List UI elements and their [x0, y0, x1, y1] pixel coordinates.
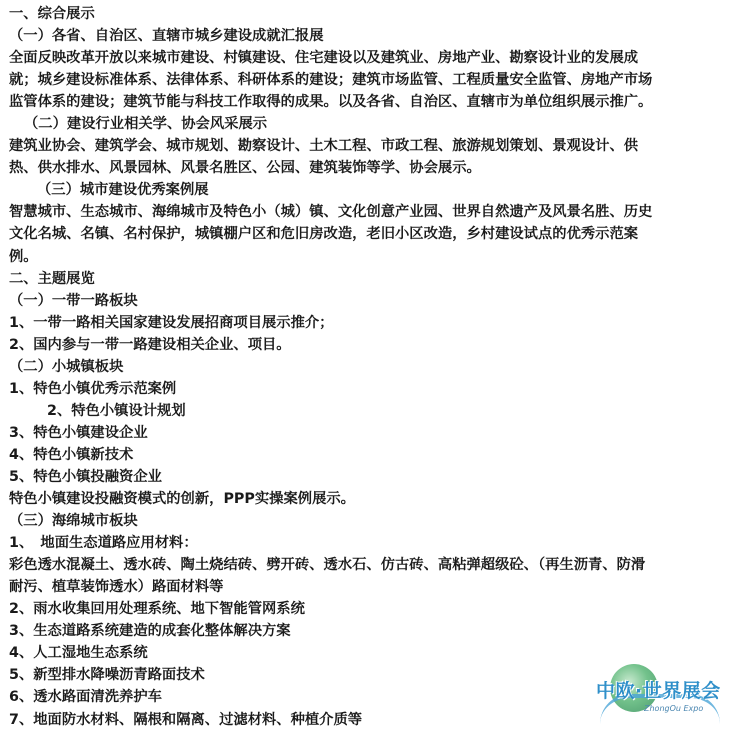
paragraph-line: 建筑业协会、建筑学会、城市规划、勘察设计、土木工程、市政工程、旅游规划策划、景观设计、供	[9, 138, 639, 155]
list-item: 7、地面防水材料、隔根和隔离、过滤材料、种植介质等	[9, 711, 363, 728]
paragraph-line: 全面反映改革开放以来城市建设、村镇建设、住宅建设以及建筑业、房地产业、勘察设计业的发展成	[9, 50, 639, 67]
paragraph-line: 特色小镇建设投融资模式的创新，PPP实操案例展示。	[9, 491, 355, 508]
section-heading-2: 二、主题展览	[9, 270, 95, 287]
paragraph-line: 耐污、植草装饰透水）路面材料等	[9, 579, 224, 596]
paragraph-line: 就；城乡建设标准体系、法律体系、科研体系的建设；建筑市场监管、工程质量安全监管、房地产市场	[9, 72, 653, 89]
list-item: 1、 地面生态道路应用材料：	[9, 535, 198, 552]
subsection-heading-2-3: （三）海绵城市板块	[9, 513, 138, 530]
list-item: 5、特色小镇投融资企业	[9, 468, 162, 485]
list-item: 2、国内参与一带一路建设相关企业、项目。	[9, 336, 291, 353]
list-item: 3、特色小镇建设企业	[9, 424, 148, 441]
section-heading-1: 一、综合展示	[9, 6, 95, 22]
list-item: 6、透水路面清洗养护车	[9, 689, 162, 706]
document-body	[9, 3, 739, 731]
expo-watermark-logo	[594, 664, 740, 728]
subsection-heading-2-2: （二）小城镇板块	[9, 358, 124, 375]
list-item: 3、生态道路系统建造的成套化整体解决方案	[9, 623, 291, 640]
list-item: 4、特色小镇新技术	[9, 446, 134, 463]
list-item: 2、特色小镇设计规划	[47, 402, 186, 419]
paragraph-line: 监管体系的建设；建筑节能与科技工作取得的成果。以及各省、自治区、直辖市为单位组织展示推广。	[9, 94, 653, 111]
watermark-subtitle: ZhongOu Expo	[644, 704, 704, 713]
watermark-title: 中欧·世界展会	[596, 680, 721, 702]
list-item: 5、新型排水降噪沥青路面技术	[9, 667, 205, 684]
paragraph-line: 智慧城市、生态城市、海绵城市及特色小（城）镇、文化创意产业园、世界自然遗产及风景名胜、历史	[9, 204, 653, 221]
subsection-heading-1-2: （二）建设行业相关学、协会风采展示	[24, 116, 268, 133]
paragraph-line: 文化名城、名镇、名村保护，城镇棚户区和危旧房改造，老旧小区改造，乡村建设试点的优秀示范案	[9, 226, 639, 243]
paragraph-line: 例。	[9, 248, 38, 265]
list-item: 1、一带一路相关国家建设发展招商项目展示推介；	[9, 314, 334, 331]
subsection-heading-1-3: （三）城市建设优秀案例展	[37, 182, 209, 199]
list-item: 4、人工湿地生态系统	[9, 645, 148, 662]
list-item: 1、特色小镇优秀示范案例	[9, 380, 177, 397]
subsection-heading-2-1: （一）一带一路板块	[9, 292, 138, 309]
paragraph-line: 热、供水排水、风景园林、风景名胜区、公园、建筑装饰等学、协会展示。	[9, 160, 481, 177]
subsection-heading-1-1: （一）各省、自治区、直辖市城乡建设成就汇报展	[9, 28, 324, 45]
list-item: 2、雨水收集回用处理系统、地下智能管网系统	[9, 601, 305, 618]
paragraph-line: 彩色透水混凝土、透水砖、陶土烧结砖、劈开砖、透水石、仿古砖、高粘弹超级砼、（再生沥青、防滑	[9, 557, 646, 574]
